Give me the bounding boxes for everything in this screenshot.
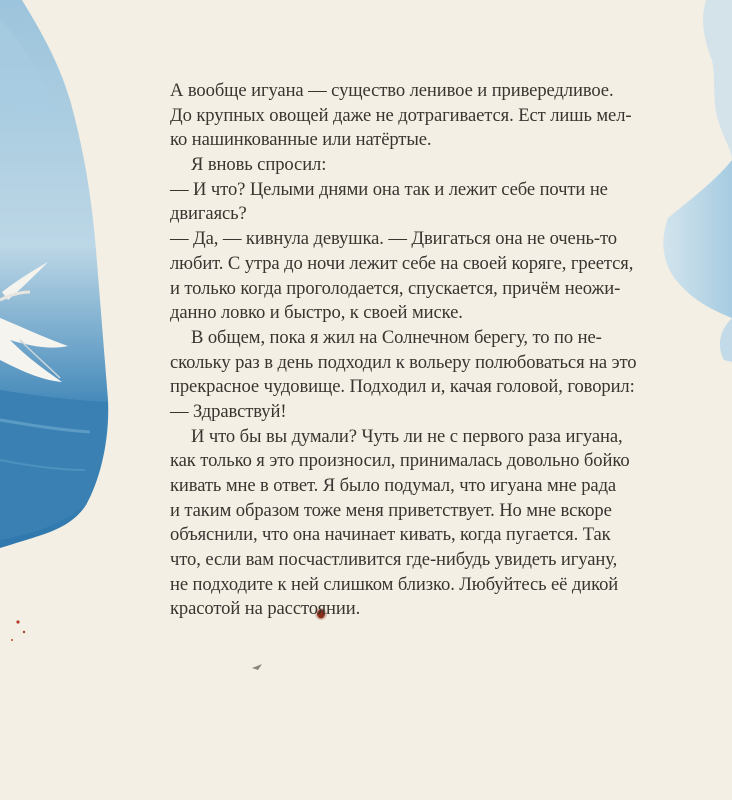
text-line: В общем, пока я жил на Солнечном берегу, то по не- [191,326,602,348]
text-line: И что бы вы думали? Чуть ли не с первого раза игуана, [191,425,623,447]
text-line: двигаясь? [170,203,247,225]
text-line: как только я это произносил, принималась довольно бойко [170,450,630,472]
text-line: любит. С утра до ночи лежит себе на своей коряге, греется, [170,252,634,274]
text-line: скольку раз в день подходил к вольеру полюбоваться на это [170,351,637,373]
text-line: А вообще игуана — существо ленивое и привередливое. [170,80,614,101]
text-line: До крупных овощей даже не дотрагивается. Ест лишь мел- [170,104,632,126]
text-line: и таким образом тоже меня приветствует. Но мне вскоре [170,499,612,521]
text-line: что, если вам посчастливится где-нибудь увидеть игуану, [170,549,618,571]
right-watercolor-tail [720,318,732,362]
text-line: ко нашинкованные или натёртые. [170,129,432,151]
grey-speck [252,664,262,670]
text-line: объяснили, что она начинает кивать, когда пугается. Так [170,524,611,546]
text-line: Я вновь спросил: [191,154,327,176]
text-line: красотой на расстоянии. [170,598,361,620]
left-sea-band [0,390,108,540]
red-speck [11,639,13,641]
text-line: кивать мне в ответ. Я было подумал, что игуана мне рада [170,475,617,496]
red-speck [23,631,25,633]
red-speck [16,620,19,623]
text-line: данно ловко и быстро, к своей миске. [170,302,463,324]
text-line: — Здравствуй! [170,400,287,422]
text-line: — Да, — кивнула девушка. — Двигаться она не очень-то [170,228,617,250]
text-line: — И что? Целыми днями она так и лежит себе почти не [170,178,608,200]
text-line: не подходите к ней слишком близко. Любуйтесь её дикой [170,573,619,595]
story-text [170,79,710,622]
text-line: прекрасное чудовище. Подходил и, качая головой, говорил: [170,376,635,398]
text-line: и только когда проголодается, спускается, причём неожи- [170,277,621,299]
